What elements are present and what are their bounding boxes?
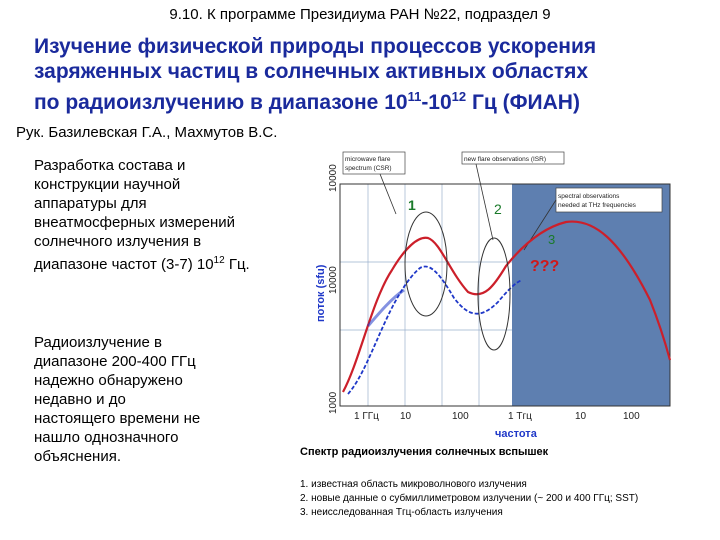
csr-box-line: microwave flare <box>345 156 391 163</box>
x-axis-label: частота <box>495 428 537 440</box>
p1-last-suffix: Гц. <box>224 256 250 273</box>
legend-item: 2. новые данные о субмиллиметровом излучении (~ 200 и 400 ГГц; SST) <box>300 493 639 504</box>
p2-line: Радиоизлучение в <box>34 334 162 351</box>
project-leaders: Рук. Базилевская Г.А., Махмутов В.С. <box>16 124 278 141</box>
x-tick-label: 10 <box>575 411 587 422</box>
p1-line: внеатмосферных измерений <box>34 214 236 231</box>
thz-box-line: spectral observations <box>558 193 620 200</box>
title-dash: -10 <box>421 91 452 114</box>
thz-box-line: needed at THz frequencies <box>558 202 636 209</box>
p1-last-prefix: диапазоне частот (3-7) 10 <box>34 256 214 273</box>
region-label-3: 3 <box>548 232 556 247</box>
slide-header: 9.10. К программе Президиума РАН №22, подраздел 9 <box>169 6 551 23</box>
figure-legend <box>300 478 638 520</box>
x-tick-label: 100 <box>623 411 640 422</box>
p1-line <box>34 251 304 274</box>
p2-line: недавно и до <box>34 391 126 408</box>
p1-line: солнечного излучения в <box>34 233 202 250</box>
p1-line: Разработка состава и <box>34 157 186 174</box>
grid-lines <box>340 184 512 406</box>
region-label-2: 2 <box>494 201 502 217</box>
y-tick-label: 10000 <box>328 164 339 192</box>
thz-annotation-box <box>556 188 662 212</box>
p2-line: надежно обнаружено <box>34 372 183 389</box>
title-line-3-prefix: по радиоизлучению в диапазоне 10 <box>34 91 408 114</box>
slide-title <box>34 34 704 115</box>
y-tick-label: 10000 <box>328 266 339 294</box>
p2-line: нашло однозначного <box>34 429 179 446</box>
x-tick-label: 1 Тгц <box>508 411 532 422</box>
p1-line: аппаратуры для <box>34 195 147 212</box>
p2-line: объяснения. <box>34 448 122 465</box>
question-marks: ??? <box>530 258 560 275</box>
p1-exponent: 12 <box>213 255 225 266</box>
title-line-3-suffix: Гц (ФИАН) <box>466 91 580 114</box>
y-axis-label: поток (sfu) <box>315 264 327 322</box>
title-line-1: Изучение физической природы процессов ускорения <box>34 35 597 58</box>
y-tick-label: 1000 <box>328 391 339 414</box>
p2-line: диапазоне 200-400 ГГц <box>34 353 196 370</box>
title-exponent-1: 11 <box>407 89 422 104</box>
paragraph-instrument <box>34 156 304 274</box>
flare-spectrum-figure <box>300 138 720 443</box>
legend-item: 1. известная область микроволнового излучения <box>300 479 527 490</box>
region-ellipse-1 <box>405 212 447 316</box>
p1-line: конструкции научной <box>34 176 181 193</box>
x-tick-label: 1 ГГц <box>354 411 379 422</box>
figure-caption: Спектр радиоизлучения солнечных вспышек <box>300 446 549 458</box>
legend-item: 3. неисследованная Тгц-область излучения <box>300 507 503 518</box>
isr-box-text: new flare observations (ISR) <box>464 156 547 163</box>
title-line-2: заряженных частиц в солнечных активных областях <box>34 60 589 83</box>
region-label-1: 1 <box>408 197 416 213</box>
isr-annotation-box <box>462 152 564 164</box>
x-tick-label: 10 <box>400 411 412 422</box>
p2-line: настоящего времени не <box>34 410 201 427</box>
title-exponent-2: 12 <box>451 89 467 104</box>
title-line-3 <box>34 84 704 115</box>
csr-annotation-box <box>343 152 405 174</box>
paragraph-radio-emission <box>34 333 264 466</box>
csr-box-line: spectrum (CSR) <box>345 165 392 172</box>
x-tick-label: 100 <box>452 411 469 422</box>
